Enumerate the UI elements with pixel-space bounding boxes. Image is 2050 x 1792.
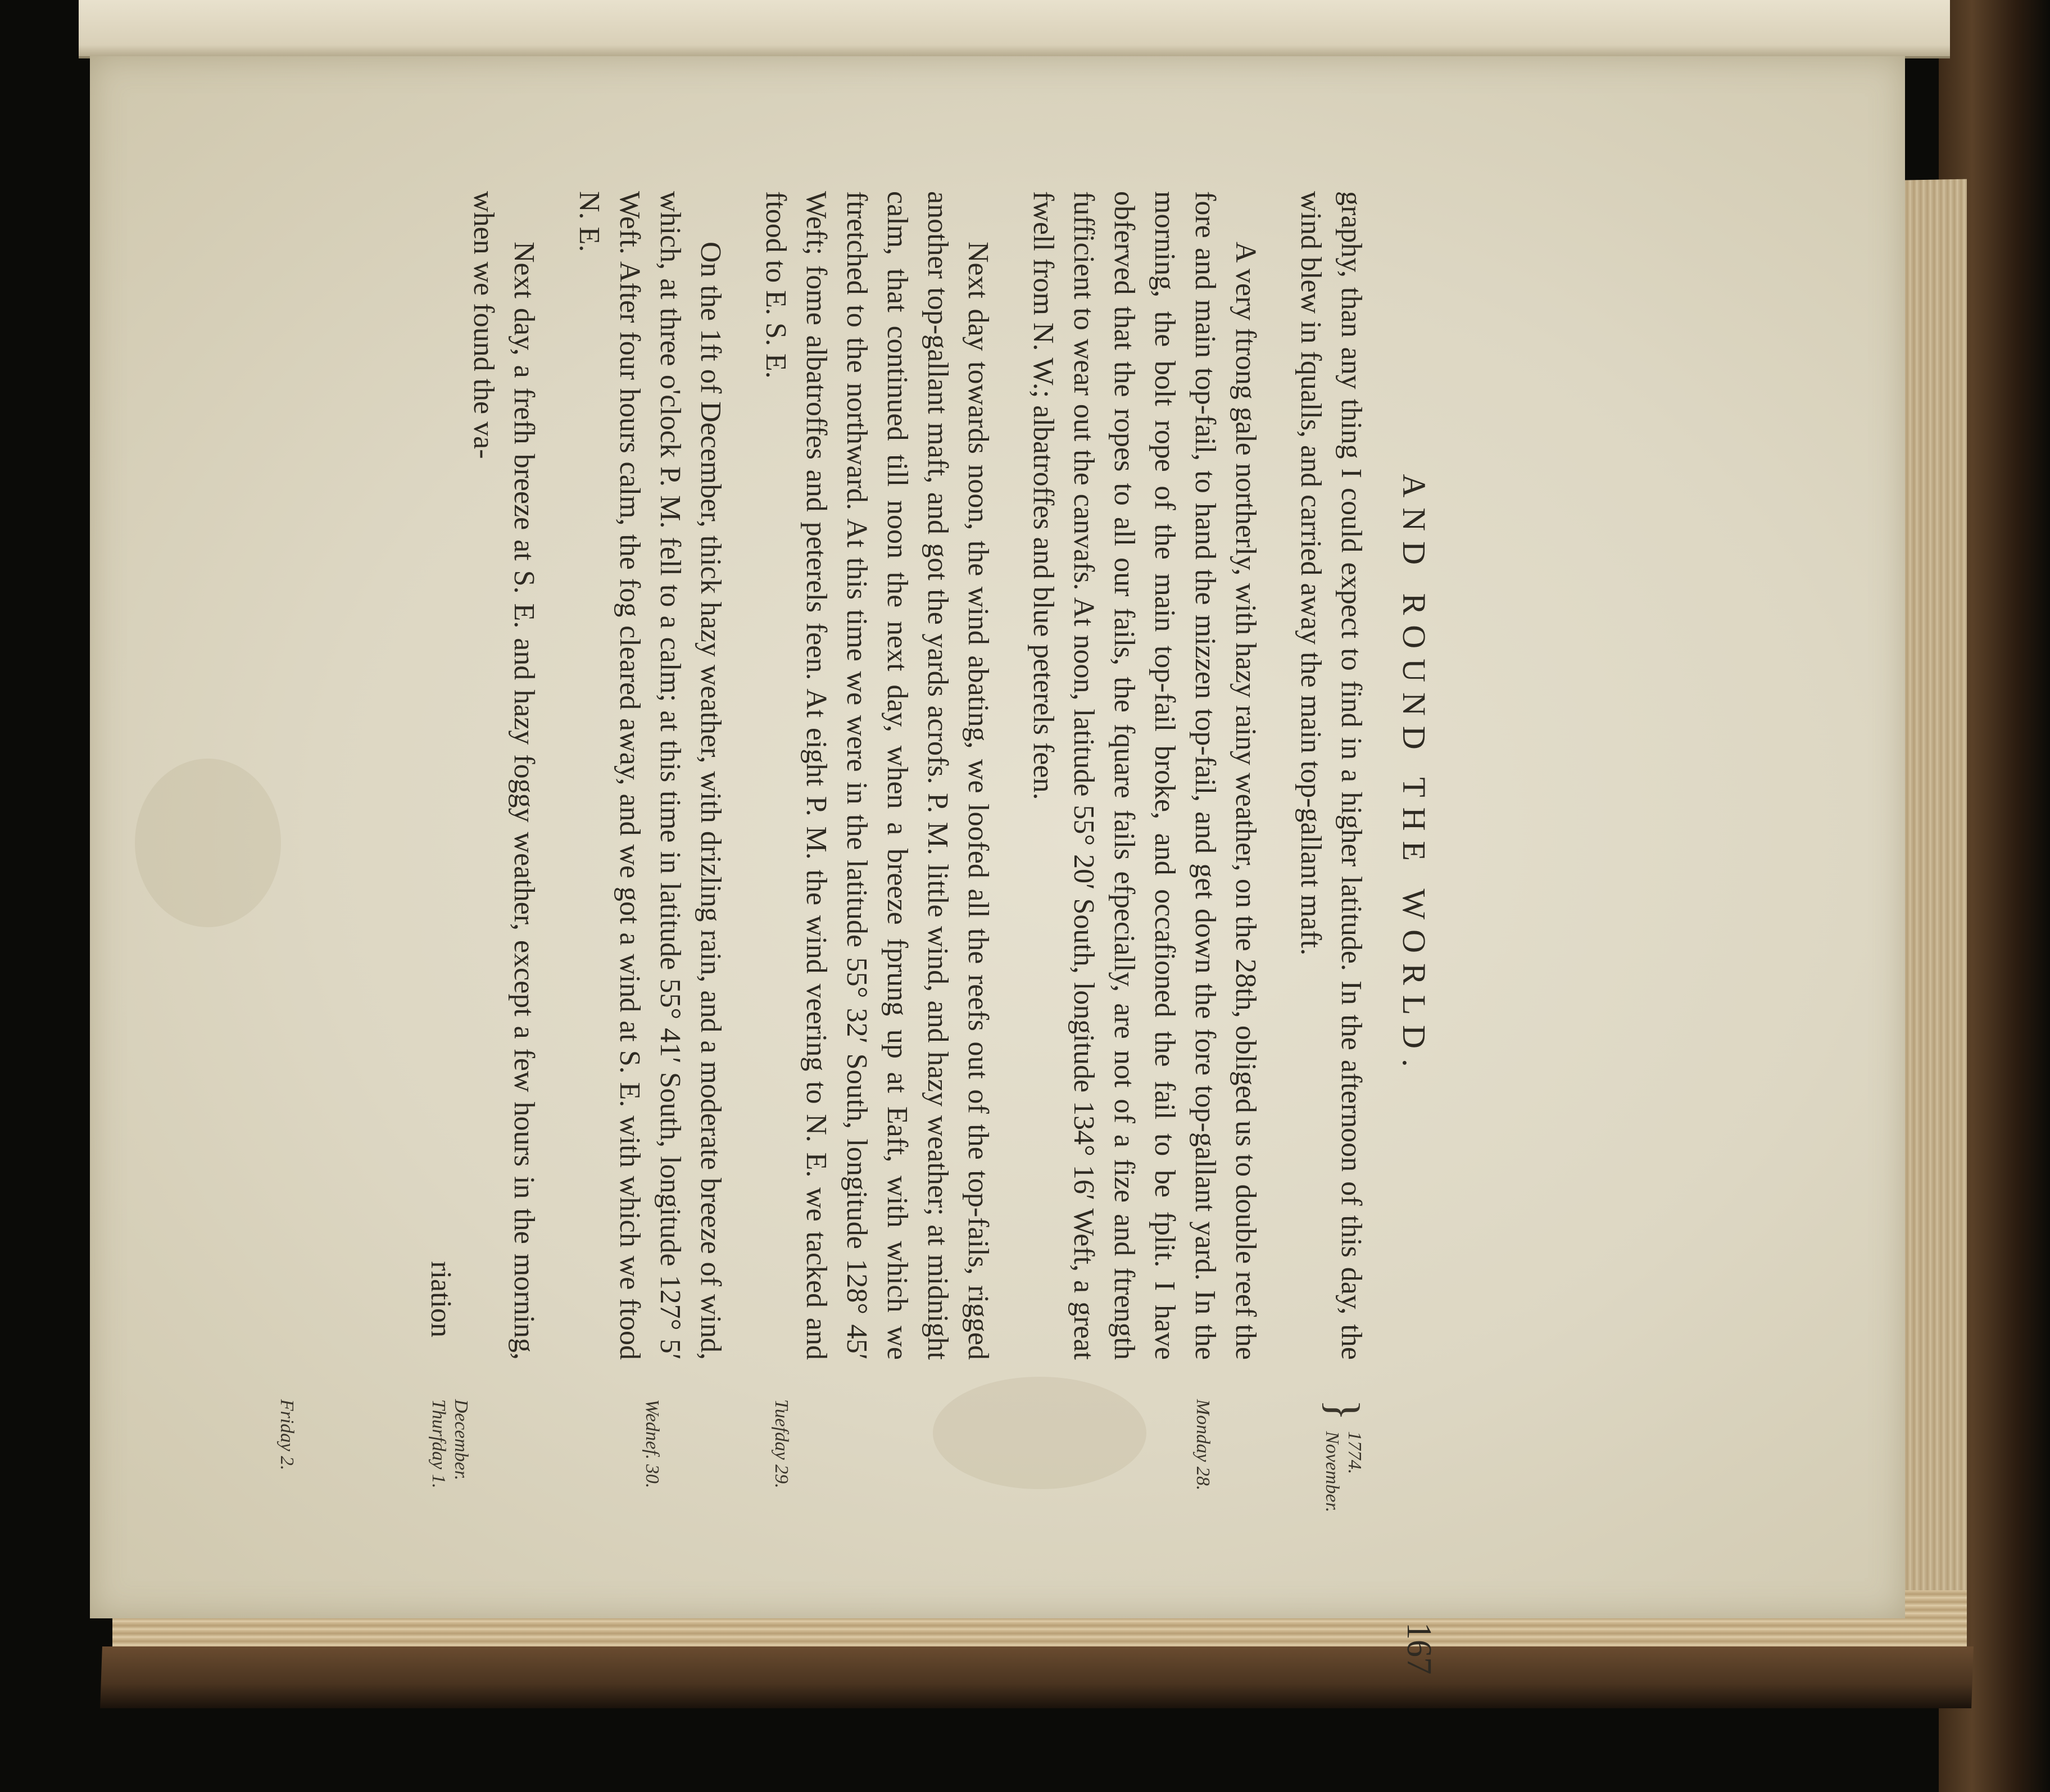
paragraph-1: graphy, than any thing I could expect to find in a higher latitude. In the afternoon of this day, the wind blew in fqualls, and carried away the main top-gallant maft. [1295,191,1367,1360]
margin-thursday: Thurfday 1. [428,1399,449,1489]
margin-december: December. [451,1399,471,1481]
paragraph-3: Next day towards noon, the wind abating, we loofed all the reefs out of the top-fails, rigged another top-gallant maft, and got the yards acrofs. P. M. little wind, and hazy weather; at midnight calm, that continued till noon the next day, when a breeze fprung up at Eaft, with which we ftretched to the northward. At this time we were in the latitude 55° 32′ South, longitude 128° 45′ Weft; fome albatroffes and peterels feen. At eight P. M. the wind veering to N. E. we tacked and ftood to E. S. E. [760,191,994,1360]
catchword: riation [425,1261,457,1337]
running-head: AND ROUND THE WORLD. [1396,474,1432,1077]
margin-date-1774 [1318,1399,1368,1669]
facing-leaf [79,0,1950,58]
page-body [420,191,1371,1360]
book-page [90,56,1905,1675]
margin-note-tuesday: Tuefday 29. [771,1399,792,1489]
year-labels [1321,1431,1366,1512]
paragraph-5: Next day, a frefh breeze at S. E. and hazy foggy weather, except a few hours in the morning, when we found the va- [468,191,540,1360]
margin-note-monday: Monday 28. [1192,1399,1213,1491]
margin-month: November. [1322,1431,1343,1513]
margin-note-december [427,1399,472,1669]
page-number: 167 [1400,1622,1438,1675]
paragraph-4: On the 1ft of December, thick hazy weather, with drizling rain, and a moderate breeze of wind, which, at three o'clock P. M. fell to a calm; at this time in latitude 55° 41′ South, longitude 127° 5′ Weft. After four hours calm, the fog cleared away, and we got a wind at S. E. with which we ftood N. E. [573,191,727,1360]
margin-note-wednesday: Wednef. 30. [642,1399,663,1489]
paragraph-2: A very ftrong gale northerly, with hazy rainy weather, on the 28th, obliged us to double reef the fore and main top-fail, to hand the mizzen top-fail, and get down the fore top-gallant yard. In the morning, the bolt rope of the main top-fail broke, and occafioned the fail to be fplit. I have obferved that the ropes to all our fails, the fquare fails efpecially, are not of a fize and ftrength fufficient to wear out the canvafs. At noon, latitude 55° 20′ South, longitude 134° 16′ Weft, a great fwell from N. W.; albatroffes and blue peterels feen. [1027,191,1262,1360]
brace-icon: } [1318,1399,1368,1421]
margin-note-friday: Friday 2. [276,1399,297,1471]
folio-line [1388,191,1439,1675]
printed-text-block [258,191,1439,1675]
margin-year: 1774. [1344,1431,1365,1475]
